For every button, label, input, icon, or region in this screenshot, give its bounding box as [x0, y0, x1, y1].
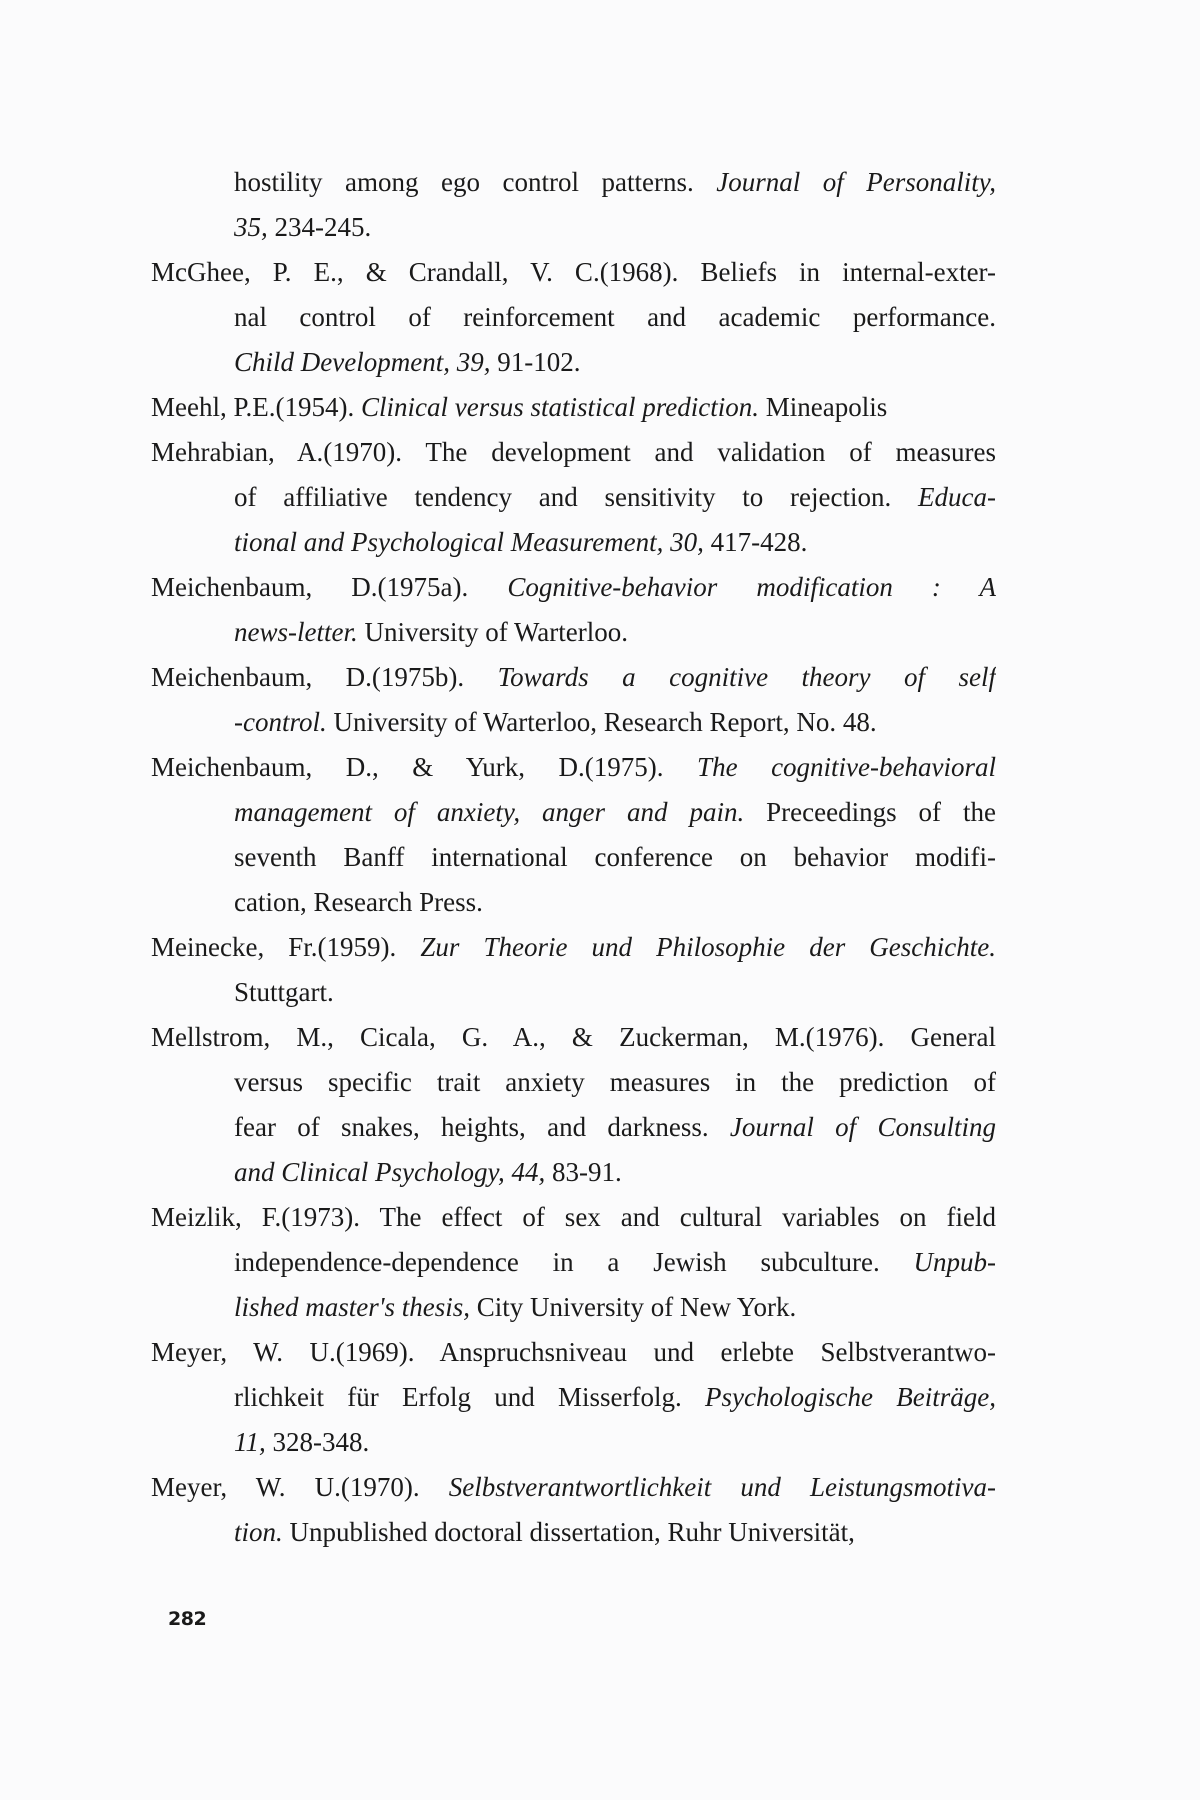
reference-line [151, 1150, 996, 1195]
reference-line [151, 1465, 996, 1510]
reference-entry [151, 1015, 996, 1195]
reference-line [151, 1330, 996, 1375]
italic-title-text: Towards a cognitive theory of self [497, 662, 996, 692]
reference-line [151, 1375, 996, 1420]
reference-line [151, 835, 996, 880]
reference-list [151, 160, 996, 1555]
reference-line [151, 520, 996, 565]
reference-text: independence-dependence in a Jewish subculture. [234, 1247, 914, 1277]
reference-line [151, 1060, 996, 1105]
reference-text: Meichenbaum, D.(1975b). [151, 662, 498, 692]
italic-title-text: Unpub- [913, 1247, 996, 1277]
reference-text: Unpublished doctoral dissertation, Ruhr Universität, [282, 1517, 855, 1547]
reference-text: Preceedings of the [744, 797, 996, 827]
reference-text: Mineapolis [758, 392, 888, 422]
reference-text: 328-348. [265, 1427, 370, 1457]
reference-line [151, 1105, 996, 1150]
reference-line [151, 295, 996, 340]
italic-title-text: 35, [234, 212, 268, 242]
reference-text: Meizlik, F.(1973). The effect of sex and cultural variables on field [151, 1202, 996, 1232]
reference-text: 417-428. [703, 527, 808, 557]
reference-text: fear of snakes, heights, and darkness. [234, 1112, 730, 1142]
italic-title-text: Psychologische Beiträge, [705, 1382, 996, 1412]
italic-title-text: 11, [234, 1427, 266, 1457]
italic-title-text: -control. [234, 707, 327, 737]
reference-text: seventh Banff international conference on behavior modifi- [234, 842, 996, 872]
reference-text: University of Warterloo. [357, 617, 628, 647]
reference-text: Meehl, P.E.(1954). [151, 392, 361, 422]
italic-title-text: Zur Theorie und Philosophie der Geschichte. [420, 932, 996, 962]
italic-title-text: Journal of Personality, [716, 167, 996, 197]
reference-line [151, 1420, 996, 1465]
reference-text: Meichenbaum, D.(1975a). [151, 572, 508, 602]
reference-line [151, 790, 996, 835]
italic-title-text: Selbstverantwortlichkeit und Leistungsmotiva- [448, 1472, 996, 1502]
reference-text: rlichkeit für Erfolg und Misserfolg. [234, 1382, 706, 1412]
reference-text: McGhee, P. E., & Crandall, V. C.(1968). Beliefs in internal-exter- [151, 257, 996, 287]
reference-text: Mellstrom, M., Cicala, G. A., & Zuckerman, M.(1976). General [151, 1022, 996, 1052]
reference-text: Stuttgart. [234, 977, 334, 1007]
italic-title-text: Child Development, 39, [234, 347, 491, 377]
italic-title-text: tion. [234, 1517, 283, 1547]
italic-title-text: lished master's thesis, [234, 1292, 471, 1322]
page-number: 282 [168, 1608, 207, 1630]
reference-line [151, 610, 996, 655]
italic-title-text: Cognitive-behavior modification : A [507, 572, 996, 602]
italic-title-text: tional and Psychological Measurement, 30, [234, 527, 704, 557]
reference-line [151, 745, 996, 790]
reference-line [151, 340, 996, 385]
italic-title-text: news-letter. [234, 617, 358, 647]
reference-text: nal control of reinforcement and academic performance. [234, 302, 996, 332]
reference-line [151, 1510, 996, 1555]
reference-entry [151, 1330, 996, 1465]
reference-text: University of Warterloo, Research Report, No. 48. [326, 707, 877, 737]
reference-entry [151, 385, 996, 430]
italic-title-text: Educa- [918, 482, 996, 512]
reference-line [151, 1015, 996, 1060]
reference-entry [151, 655, 996, 745]
reference-line [151, 1285, 996, 1330]
reference-line [151, 475, 996, 520]
reference-entry-continued [151, 160, 996, 250]
reference-line [151, 385, 996, 430]
reference-text: 83-91. [545, 1157, 622, 1187]
reference-text: hostility among ego control patterns. [234, 167, 717, 197]
reference-entry [151, 1195, 996, 1330]
italic-title-text: The cognitive-behavioral [697, 752, 996, 782]
reference-text: Meichenbaum, D., & Yurk, D.(1975). [151, 752, 698, 782]
reference-text: Meyer, W. U.(1969). Anspruchsniveau und erlebte Selbstverantwo- [151, 1337, 996, 1367]
reference-line [151, 205, 996, 250]
reference-line [151, 655, 996, 700]
reference-text: Meinecke, Fr.(1959). [151, 932, 421, 962]
reference-line [151, 1195, 996, 1240]
reference-entry [151, 925, 996, 1015]
reference-text: City University of New York. [470, 1292, 797, 1322]
reference-entry [151, 250, 996, 385]
reference-text: 234-245. [267, 212, 372, 242]
reference-line [151, 160, 996, 205]
reference-line [151, 250, 996, 295]
reference-entry [151, 1465, 996, 1555]
italic-title-text: Clinical versus statistical prediction. [360, 392, 759, 422]
italic-title-text: and Clinical Psychology, 44, [234, 1157, 546, 1187]
reference-text: Meyer, W. U.(1970). [151, 1472, 449, 1502]
reference-text: of affiliative tendency and sensitivity to rejection. [234, 482, 919, 512]
reference-text: Mehrabian, A.(1970). The development and validation of measures [151, 437, 996, 467]
reference-line [151, 565, 996, 610]
reference-line [151, 430, 996, 475]
reference-entry [151, 745, 996, 925]
reference-entry [151, 430, 996, 565]
italic-title-text: Journal of Consulting [729, 1112, 996, 1142]
reference-text: cation, Research Press. [234, 887, 483, 917]
reference-text: 91-102. [490, 347, 581, 377]
reference-line [151, 880, 996, 925]
reference-line [151, 970, 996, 1015]
reference-line [151, 1240, 996, 1285]
italic-title-text: management of anxiety, anger and pain. [234, 797, 745, 827]
reference-line [151, 925, 996, 970]
reference-entry [151, 565, 996, 655]
reference-line [151, 700, 996, 745]
reference-text: versus specific trait anxiety measures in the prediction of [234, 1067, 996, 1097]
